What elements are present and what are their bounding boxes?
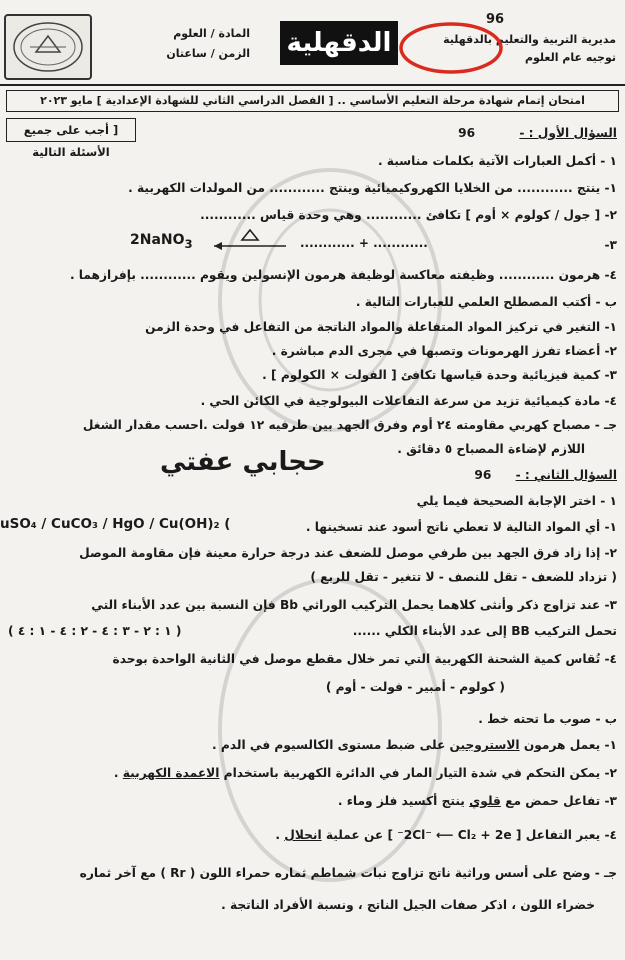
exam-title: امتحان إتمام شهادة مرحلة التعليم الأساسي .. [ الفصل الدراسي الثاني للشهادة الإعدادية ] مايو ٢٠٢٣ xyxy=(6,90,619,112)
q2-b1-pre: ١- يعمل هرمون xyxy=(519,738,617,752)
q2-b2-post: . xyxy=(113,766,123,780)
watermark-swirl-lower-icon xyxy=(200,560,460,900)
ministry-seal xyxy=(4,14,92,80)
directorate-line-1: مديرية التربية والتعليم بالدقهلية xyxy=(443,33,616,46)
q1-c2: اللازم لإضاءة المصباح ٥ دقائق . xyxy=(397,442,585,456)
q2-b-title: ب - صوب ما تحته خط . xyxy=(478,712,617,726)
header-divider xyxy=(0,84,625,86)
q2-b3-post: ينتج أكسيد فلز وماء . xyxy=(337,794,470,808)
q1-b3: ٣- كمية فيزيائية وحدة قياسها تكافئ [ الفولت × الكولوم ] . xyxy=(262,368,617,382)
q1-c1: جـ - مصباح كهربي مقاومته ٢٤ أوم وفرق الجهد بين طرفيه ١٢ فولت .احسب مقدار الشغل xyxy=(82,418,617,432)
q2-a3-options: ( ١ : ٢ - ٣ : ٤ - ٢ : ٤ - ١ : ٤ ) xyxy=(8,624,182,638)
q2-b2-pre: ٢- يمكن التحكم في شدة التيار المار في الدائرة الكهربية باستخدام xyxy=(219,766,617,780)
q2-a4-options: ( كولوم - أمبير - فولت - أوم ) xyxy=(325,680,505,694)
q1-a3-number: ٣- xyxy=(604,238,617,252)
q2-a1: ١- أي المواد التالية لا تعطي ناتج أسود عند تسخينها . xyxy=(305,520,617,534)
q2-a-title: ١ - اختر الإجابة الصحيحة فيما يلي xyxy=(416,494,617,508)
q1-header xyxy=(6,124,617,142)
q1-a3-formula: 2NaNO xyxy=(130,232,185,248)
q2-b1-underlined: الاستروجين xyxy=(449,738,520,752)
q1-a3-subscript: 3 xyxy=(184,236,193,251)
q2-b4-post: . xyxy=(275,828,285,842)
q2-title: السؤال الثاني : - xyxy=(515,468,617,482)
q1-a2: ٢- [ جول / كولوم × أوم ] تكافئ ............ وهي وحدة قياس ............ xyxy=(200,208,617,222)
teacher-signature: حجابي عفتي xyxy=(160,447,326,477)
answer-all-instruction: [ أجب على جميع الأسئلة التالية xyxy=(6,118,136,142)
q1-number: 96 xyxy=(458,126,476,140)
governorate-tag: الدقهلية xyxy=(280,21,398,65)
q2-c2: خضراء اللون ، اذكر صفات الجيل الناتج ، ونسبة الأفراد الناتجة . xyxy=(221,898,595,912)
watermark-swirl-icon xyxy=(200,150,460,450)
q2-c1: جـ - وضح على أسس وراثية ناتج تزاوج نبات شماطم ثماره حمراء اللون ( Rr ) مع آخر ثماره xyxy=(79,866,617,880)
q2-a2-options: ( تزداد للضعف - تقل للنصف - لا تتغير - تقل للربع ) xyxy=(310,570,617,584)
q1-a3-products: ............ + ............ xyxy=(300,236,428,250)
red-circle-annotation-icon xyxy=(395,16,507,80)
directorate-line-2: توجيه عام العلوم xyxy=(524,51,616,64)
q2-a3: ٣- عند تزاوج ذكر وأنثى كلاهما يحمل التركيب الوراثي Bb فإن النسبة بين عدد الأبناء التي xyxy=(91,598,617,612)
q1-title: السؤال الأول : - xyxy=(519,126,617,140)
time-label: الزمن / ساعتان xyxy=(166,47,250,60)
q1-a4: ٤- هرمون ............ وظيفته معاكسة لوظيفة هرمون الإنسولين ويقوم ............ بإفرازهما . xyxy=(69,268,617,282)
q2-a3b: تحمل التركيب BB إلى عدد الأبناء الكلي ...... xyxy=(352,624,617,638)
q2-number: 96 xyxy=(474,468,492,482)
q1-b2: ٢- أعضاء تفرز الهرمونات وتصبها في مجرى الدم مباشرة . xyxy=(271,344,617,358)
q2-header xyxy=(6,466,617,484)
q2-b4-underlined: انحلال xyxy=(284,828,322,842)
q2-b3-underlined: قلوي xyxy=(469,794,501,808)
q2-b1-post: على ضبط مستوى الكالسيوم في الدم . xyxy=(212,738,450,752)
q2-a1-options: uSO₄ / CuCO₃ / HgO / Cu(OH)₂ ( xyxy=(0,516,231,532)
q1-b-title: ب - أكتب المصطلح العلمي للعبارات التالية . xyxy=(355,295,617,309)
q1-a1: ١- ينتج ............ من الخلايا الكهروكيميائية وينتج ............ من المولدات الكهربية . xyxy=(128,181,617,195)
subject-label: المادة / العلوم xyxy=(173,27,250,40)
q1-b4: ٤- مادة كيميائية تزيد من سرعة التفاعلات البيولوجية في الكائن الحي . xyxy=(200,394,617,408)
q2-b4-pre: ٤- يعبر التفاعل [ 2Cl⁻ ⟵ Cl₂ + 2e⁻ ] عن عملية xyxy=(321,828,617,842)
header-number: 96 xyxy=(486,12,505,27)
q2-a2: ٢- إذا زاد فرق الجهد بين طرفي موصل للضعف عند درجة حرارة معينة فإن مقاومة الموصل xyxy=(79,546,617,560)
q2-b3-pre: ٣- تفاعل حمض مع xyxy=(500,794,617,808)
q2-b2-underlined: الاعمدة الكهربية xyxy=(122,766,220,780)
eagle-emblem-icon xyxy=(6,16,90,78)
q1-a-title: ١ - أكمل العبارات الآتية بكلمات مناسبة . xyxy=(377,154,617,168)
q1-b1: ١- التغير في تركيز المواد المتفاعلة والمواد الناتجة من التفاعل في وحدة الزمن xyxy=(145,320,617,334)
q1-a3-equation xyxy=(130,232,193,251)
q2-a4: ٤- تُقاس كمية الشحنة الكهربية التي تمر خلال مقطع موصل في الثانية الواحدة بوحدة xyxy=(112,652,617,666)
